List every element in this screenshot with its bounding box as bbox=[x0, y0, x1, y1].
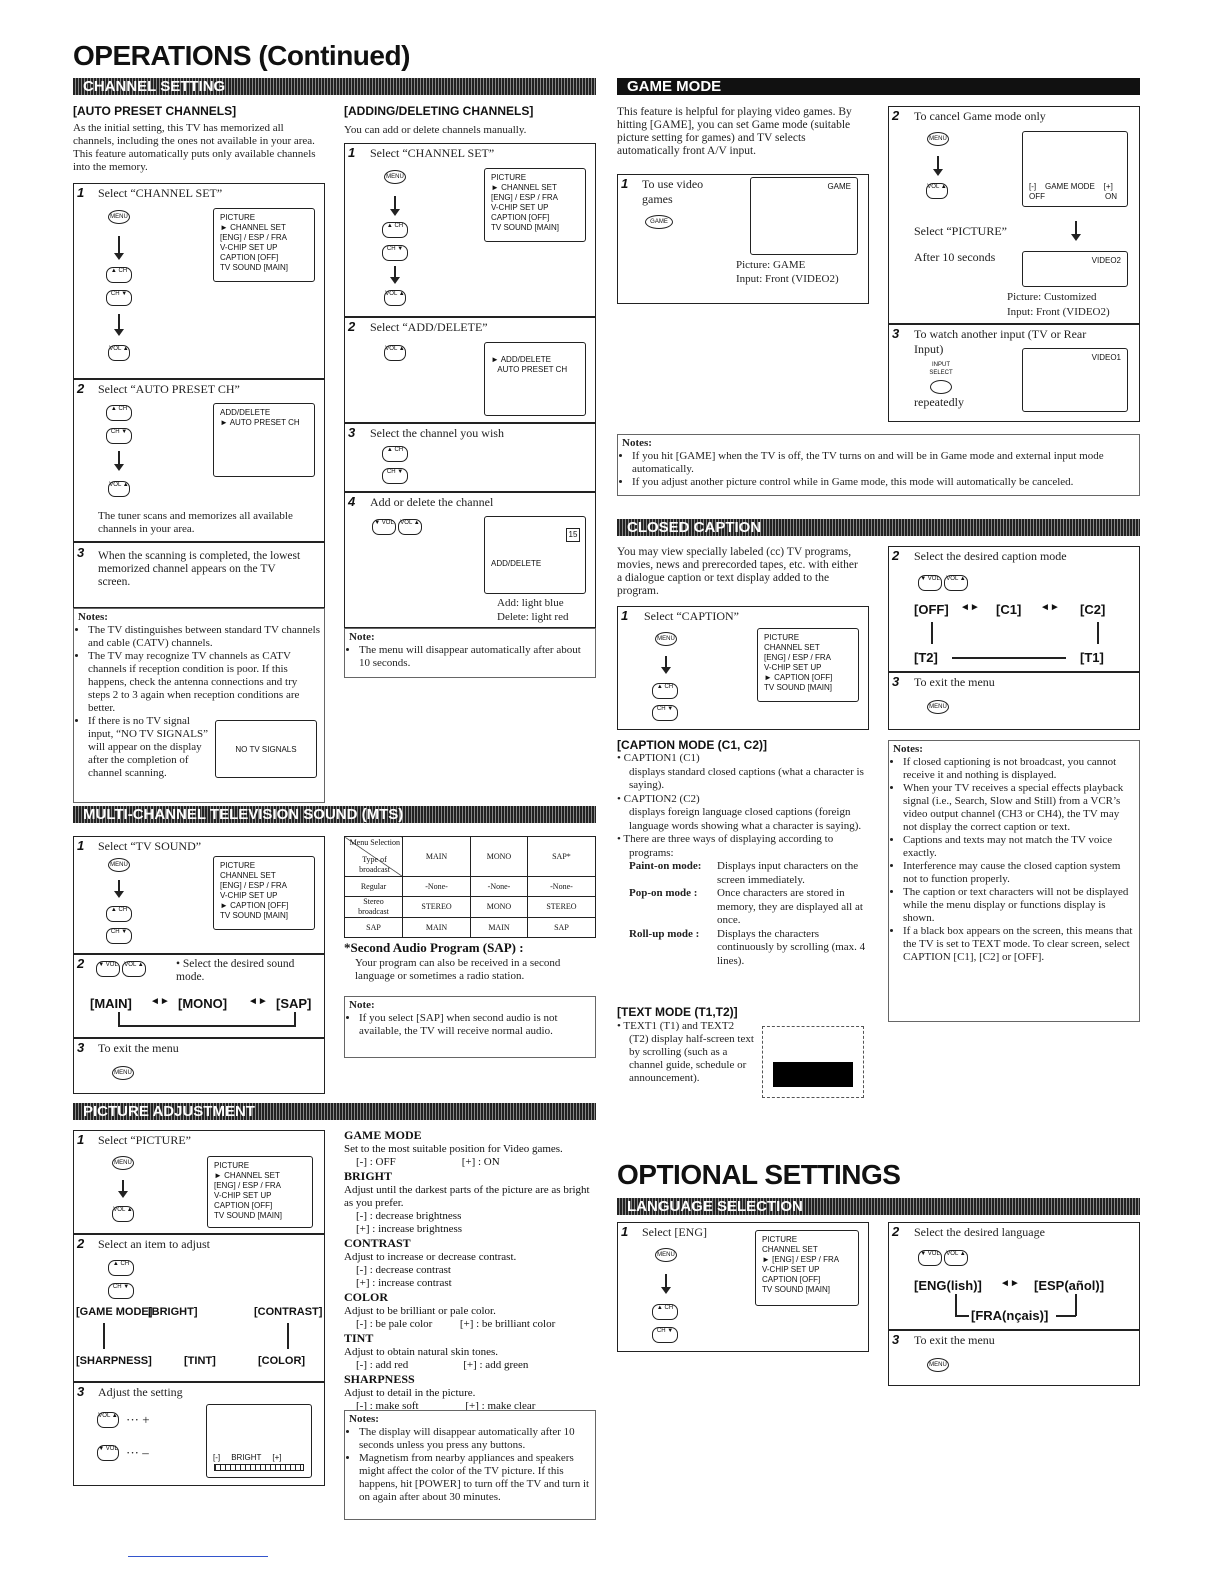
pic-item-title: SHARPNESS bbox=[344, 1372, 415, 1386]
step-number: 1 bbox=[77, 838, 85, 853]
channel-down-button[interactable]: CH ▼ bbox=[652, 1327, 678, 1343]
caption1-text: CAPTION1 (C1) bbox=[623, 752, 700, 764]
horizontal-link-line bbox=[1056, 1315, 1076, 1317]
column-header: MAIN bbox=[403, 837, 471, 877]
channel-down-button[interactable]: CH ▼ bbox=[652, 705, 678, 721]
pic-item bbox=[344, 1236, 596, 1290]
table-cell: -None- bbox=[471, 877, 528, 897]
down-arrow-icon bbox=[122, 1180, 124, 1192]
bright-screen: [-] BRIGHT [+] bbox=[206, 1404, 312, 1478]
note-item: • The display will disappear automatically after 10 seconds unless you press any buttons. bbox=[359, 1426, 591, 1452]
game-button[interactable]: GAME bbox=[645, 215, 673, 229]
section-game-mode: GAME MODE bbox=[617, 78, 1140, 95]
video2-screen: VIDEO2 bbox=[1022, 251, 1128, 287]
channel-up-button[interactable]: ▲ CH bbox=[652, 683, 678, 699]
vertical-link-line bbox=[287, 1323, 289, 1349]
bottom-rule bbox=[128, 1556, 268, 1557]
note-item: • The caption or text characters will not be displayed while the menu display or functions display is shown. bbox=[903, 886, 1135, 925]
paint-on-title: Paint-on mode: bbox=[629, 860, 702, 872]
language-french-option: [FRA(nçais)] bbox=[971, 1308, 1049, 1323]
step-number: 3 bbox=[348, 425, 356, 440]
step-number: 2 bbox=[77, 956, 85, 971]
channel-up-button[interactable]: ▲ CH bbox=[106, 267, 132, 283]
pic-color-option: [COLOR] bbox=[258, 1355, 306, 1367]
game-mode-screen: [-] GAME MODE [+] OFF ON bbox=[1022, 131, 1128, 207]
pic-item-values: [-] : decrease contrast bbox=[356, 1264, 451, 1276]
volume-down-button[interactable]: ▼ VOL bbox=[918, 1250, 942, 1266]
channel-up-button[interactable]: ▲ CH bbox=[652, 1304, 678, 1320]
step-number: 1 bbox=[621, 1224, 629, 1239]
input-select-button[interactable] bbox=[930, 380, 952, 394]
notes-title: Notes: bbox=[78, 611, 108, 623]
menu-screen: PICTURE ► CHANNEL SET [ENG] / ESP / FRA V-CHIP SET UP CAPTION [OFF] TV SOUND [MAIN] bbox=[213, 208, 315, 282]
language-english-option: [ENG(lish)] bbox=[914, 1278, 982, 1293]
note-item: • Interference may cause the closed caption system not to function properly. bbox=[903, 860, 1135, 886]
adddel-step4-text: Add or delete the channel bbox=[370, 495, 494, 509]
channel-down-button[interactable]: CH ▼ bbox=[108, 1283, 134, 1299]
select-picture-text: Select “PICTURE” bbox=[914, 224, 1007, 238]
column-header: SAP* bbox=[527, 837, 595, 877]
adddel-channel-screen: ADD/DELETE bbox=[484, 516, 586, 594]
text-mode-text: TEXT1 (T1) and TEXT2 (T2) display half-screen text by scrolling (such as a channel guide, schedule or announcement). bbox=[623, 1020, 754, 1084]
game-step3-text: To watch another input (TV or Rear Input) bbox=[914, 327, 1087, 356]
down-arrow-icon bbox=[118, 451, 120, 465]
volume-up-button[interactable]: VOL ▲ bbox=[398, 519, 422, 535]
note-item: • If a black box appears on the screen, this means that the TV is set to TEXT mode. To clear screen, select CAPTION [C1], [C2] or [OFF]. bbox=[903, 925, 1135, 964]
cc-intro: You may view specially labeled (cc) TV programs, movies, news and prerecorded tapes, etc. with either a dialogue caption or text display added to the program. bbox=[617, 546, 858, 597]
channel-down-button[interactable]: CH ▼ bbox=[106, 928, 132, 944]
three-ways-text: There are three ways of displaying according to programs: bbox=[623, 833, 834, 859]
step-number: 2 bbox=[892, 1224, 900, 1239]
roll-up-row bbox=[617, 928, 867, 969]
lang-step3-text: To exit the menu bbox=[914, 1333, 995, 1347]
sound-mono-option: [MONO] bbox=[178, 996, 228, 1011]
volume-up-button[interactable]: VOL ▲ bbox=[108, 345, 130, 361]
pop-on-title: Pop-on mode : bbox=[629, 887, 698, 899]
cc-step3-text: To exit the menu bbox=[914, 675, 995, 689]
cc-step2-text: Select the desired caption mode bbox=[914, 549, 1067, 563]
pic-item-desc: Adjust to increase or decrease contrast. bbox=[344, 1251, 517, 1263]
auto-step2-note: The tuner scans and memorizes all available channels in your area. bbox=[98, 510, 293, 535]
column-header: MONO bbox=[471, 837, 528, 877]
note-item: • Captions and texts may not match the TV voice exactly. bbox=[903, 834, 1135, 860]
down-arrow-icon bbox=[118, 236, 120, 254]
pic-item bbox=[344, 1290, 596, 1331]
adddel-note bbox=[344, 628, 596, 678]
step-number: 3 bbox=[892, 1332, 900, 1347]
step-number: 3 bbox=[892, 326, 900, 341]
step-number: 3 bbox=[77, 1040, 85, 1055]
pic-item-values: [-] : add red [+] : add green bbox=[356, 1359, 529, 1371]
pic-contrast-option: [CONTRAST] bbox=[254, 1306, 323, 1318]
caption-mode-heading: [CAPTION MODE (C1, C2)] bbox=[617, 738, 767, 752]
menu-button[interactable]: MENU bbox=[927, 700, 949, 714]
caption-c1-option: [C1] bbox=[996, 602, 1022, 617]
pic-step3-text: Adjust the setting bbox=[98, 1385, 183, 1399]
mts-step3-text: To exit the menu bbox=[98, 1041, 179, 1055]
cycle-arrow-icon: ◄► bbox=[1000, 1278, 1020, 1289]
lang-step2-text: Select the desired language bbox=[914, 1225, 1045, 1239]
game-notes bbox=[617, 434, 1140, 496]
section-channel-setting: CHANNEL SETTING bbox=[73, 78, 596, 95]
note-item: • If you adjust another picture control while in Game mode, this mode will automatically be canceled. bbox=[632, 476, 1135, 489]
caption2-label: • CAPTION2 (C2) bbox=[617, 792, 700, 805]
volume-up-button[interactable]: VOL ▲ bbox=[112, 1206, 134, 1222]
auto-step2-text: Select “AUTO PRESET CH” bbox=[98, 382, 240, 396]
volume-down-button[interactable]: ▼ VOL bbox=[97, 1445, 119, 1461]
cc-notes bbox=[888, 740, 1140, 1022]
menu-button[interactable]: MENU bbox=[655, 1248, 677, 1262]
adddel-screen: ► ADD/DELETE AUTO PRESET CH bbox=[484, 342, 586, 416]
down-arrow-icon bbox=[665, 1274, 667, 1288]
cycle-arrow-icon: ◄► bbox=[1040, 602, 1060, 613]
horizontal-link-line bbox=[952, 657, 1066, 659]
volume-down-button[interactable]: ▼ VOL bbox=[96, 961, 120, 977]
note-item: • If closed captioning is not broadcast, you cannot receive it and nothing is displayed. bbox=[903, 756, 1135, 782]
channel-down-button[interactable]: CH ▼ bbox=[382, 245, 408, 261]
pic-descriptions bbox=[344, 1128, 596, 1413]
table-cell: Stereo broadcast bbox=[345, 897, 403, 918]
pic-item-title: TINT bbox=[344, 1331, 374, 1345]
pic-item-values: [+] : increase brightness bbox=[356, 1223, 463, 1235]
auto-step3-text: When the scanning is completed, the lowest memorized channel appears on the TV screen. bbox=[98, 550, 301, 588]
language-spanish-option: [ESP(añol)] bbox=[1034, 1278, 1105, 1293]
down-arrow-icon bbox=[937, 156, 939, 170]
step-number: 2 bbox=[892, 548, 900, 563]
channel-down-button[interactable]: CH ▼ bbox=[382, 468, 408, 484]
text-mode-heading: [TEXT MODE (T1,T2)] bbox=[617, 1005, 738, 1019]
pic-item-title: GAME MODE bbox=[344, 1128, 422, 1142]
game-intro: This feature is helpful for playing video games. By hitting [GAME], you can set Game mode (suitable picture setting for games) and TV selects automatically front A/V input. bbox=[617, 106, 852, 157]
pic-menu-screen: PICTURE ► CHANNEL SET [ENG] / ESP / FRA V-CHIP SET UP CAPTION [OFF] TV SOUND [MAIN] bbox=[207, 1156, 313, 1228]
volume-up-button[interactable]: VOL ▲ bbox=[926, 183, 948, 199]
menu-screen: PICTURE ► CHANNEL SET [ENG] / ESP / FRA V-CHIP SET UP CAPTION [OFF] TV SOUND [MAIN] bbox=[484, 168, 586, 242]
pic-item-values: [-] : make soft [+] : make clear bbox=[356, 1400, 536, 1412]
table-cell: Regular bbox=[345, 877, 403, 897]
table-cell: STEREO bbox=[403, 897, 471, 918]
sap-body: Your program can also be received in a second language or sometimes a radio station. bbox=[355, 957, 561, 982]
section-closed-caption: CLOSED CAPTION bbox=[617, 519, 1140, 536]
step-number: 1 bbox=[77, 185, 85, 200]
down-arrow-icon bbox=[394, 266, 396, 278]
down-arrow-icon bbox=[394, 196, 396, 210]
channel-down-button[interactable]: CH ▼ bbox=[106, 428, 132, 444]
caption2-text: CAPTION2 (C2) bbox=[623, 792, 700, 805]
mts-menu-screen: PICTURE CHANNEL SET [ENG] / ESP / FRA V-CHIP SET UP ► CAPTION [OFF] TV SOUND [MAIN] bbox=[213, 856, 315, 930]
adddel-step3-text: Select the channel you wish bbox=[370, 426, 504, 440]
step-number: 2 bbox=[77, 381, 85, 396]
caption-t1-option: [T1] bbox=[1080, 650, 1104, 665]
text-mode-desc: • TEXT1 (T1) and TEXT2 (T2) display half-screen text by scrolling (such as a channel guide, schedule or announcement). bbox=[617, 1020, 754, 1084]
cycle-arrow-icon: ◄► bbox=[248, 996, 268, 1007]
mts-table bbox=[344, 836, 596, 938]
volume-up-button[interactable]: VOL ▲ bbox=[122, 961, 146, 977]
corner-top-label: Menu Selection bbox=[349, 838, 400, 847]
pic-step1-text: Select “PICTURE” bbox=[98, 1133, 191, 1147]
caption1-desc: displays standard closed captions (what a character is saying). bbox=[629, 765, 864, 791]
adddel-step1-text: Select “CHANNEL SET” bbox=[370, 146, 495, 160]
notes-title: Notes: bbox=[622, 437, 652, 449]
channel-up-button[interactable]: ▲ CH bbox=[382, 222, 408, 238]
pop-on-row bbox=[617, 887, 867, 928]
adddel-intro: You can add or delete channels manually. bbox=[344, 124, 527, 136]
channel-up-button[interactable]: ▲ CH bbox=[106, 405, 132, 421]
pic-step2-text: Select an item to adjust bbox=[98, 1237, 210, 1251]
step-number: 3 bbox=[892, 674, 900, 689]
roll-up-title: Roll-up mode : bbox=[629, 927, 700, 940]
roll-up-desc: Displays the characters continuously by scrolling (max. 4 lines). bbox=[717, 927, 866, 967]
volume-down-button[interactable]: ▼ VOL bbox=[918, 575, 942, 591]
lang-step1-text: Select [ENG] bbox=[642, 1225, 707, 1239]
language-menu-screen: PICTURE CHANNEL SET ► [ENG] / ESP / FRA V-CHIP SET UP CAPTION [OFF] TV SOUND [MAIN] bbox=[755, 1230, 859, 1306]
volume-up-button[interactable]: VOL ▲ bbox=[384, 345, 406, 361]
caption-c2-option: [C2] bbox=[1080, 602, 1106, 617]
bright-level-bar bbox=[214, 1464, 304, 1471]
caption1-label: • CAPTION1 (C1) bbox=[617, 752, 700, 764]
step-number: 1 bbox=[621, 608, 629, 623]
minus-label: ··· – bbox=[126, 1445, 149, 1460]
add-color-label: Add: light blue bbox=[497, 597, 564, 609]
step-number: 3 bbox=[77, 545, 85, 560]
pic-item bbox=[344, 1372, 596, 1413]
after-seconds-text: After 10 seconds bbox=[914, 250, 996, 264]
step-number: 1 bbox=[621, 176, 629, 191]
volume-down-button[interactable]: ▼ VOL bbox=[372, 519, 396, 535]
down-arrow-icon bbox=[118, 880, 120, 892]
menu-button[interactable]: MENU bbox=[655, 632, 677, 646]
table-cell: MAIN bbox=[471, 918, 528, 938]
game-step1-text: To use video games bbox=[642, 177, 704, 206]
table-cell: STEREO bbox=[527, 897, 595, 918]
front-input-label: Input: Front (VIDEO2) bbox=[1007, 306, 1110, 318]
volume-up-button[interactable]: VOL ▲ bbox=[384, 290, 406, 306]
down-arrow-icon bbox=[665, 656, 667, 668]
mts-table-corner bbox=[345, 837, 403, 877]
notes-title: Notes: bbox=[893, 743, 923, 755]
step-number: 3 bbox=[77, 1384, 85, 1399]
vertical-link-line bbox=[1097, 622, 1099, 644]
step-number: 1 bbox=[348, 145, 356, 160]
pop-on-desc: Once characters are stored in memory, they are displayed all at once. bbox=[717, 887, 863, 926]
pic-tint-option: [TINT] bbox=[184, 1355, 216, 1367]
channel-up-button[interactable]: ▲ CH bbox=[108, 1260, 134, 1276]
pic-item-values: [-] : be pale color [+] : be brilliant color bbox=[356, 1318, 556, 1330]
menu-button[interactable]: MENU bbox=[108, 210, 130, 224]
corner-bottom-label: Type of broadcast bbox=[359, 855, 390, 874]
table-cell: -None- bbox=[527, 877, 595, 897]
volume-up-button[interactable]: VOL ▲ bbox=[944, 575, 968, 591]
pic-item-desc: Set to the most suitable position for Video games. bbox=[344, 1143, 563, 1155]
step-number: 4 bbox=[348, 494, 356, 509]
channel-up-button[interactable]: ▲ CH bbox=[382, 446, 408, 462]
three-ways: • There are three ways of displaying according to programs: bbox=[617, 833, 834, 859]
pic-item-values: [-] : OFF [+] : ON bbox=[356, 1156, 500, 1168]
vertical-link-line bbox=[1075, 1294, 1077, 1316]
adddel-heading: [ADDING/DELETING CHANNELS] bbox=[344, 104, 534, 118]
mts-step1-text: Select “TV SOUND” bbox=[98, 839, 202, 853]
horizontal-link-line bbox=[955, 1315, 969, 1317]
menu-button[interactable]: MENU bbox=[108, 858, 130, 872]
auto-step1-text: Select “CHANNEL SET” bbox=[98, 186, 223, 200]
vertical-link-line bbox=[955, 1294, 957, 1316]
game-screen: GAME bbox=[750, 177, 858, 255]
cycle-arrow-icon: ◄► bbox=[960, 602, 980, 613]
pic-game-mode-option: [GAME MODE] bbox=[76, 1306, 153, 1318]
pic-notes bbox=[344, 1410, 596, 1520]
vertical-link-line bbox=[103, 1323, 105, 1349]
pic-item-desc: Adjust to obtain natural skin tones. bbox=[344, 1346, 498, 1358]
cycle-arrow-icon: ◄► bbox=[150, 996, 170, 1007]
caption2-desc: displays foreign language closed captions (foreign language words showing what a character is saying). bbox=[629, 806, 862, 832]
down-arrow-icon bbox=[1075, 221, 1077, 235]
channel-up-button[interactable]: ▲ CH bbox=[106, 906, 132, 922]
game-step2-text: To cancel Game mode only bbox=[914, 109, 1046, 123]
caption-mode-list bbox=[617, 752, 867, 968]
note-item: • When your TV receives a special effects playback signal (i.e., Search, Slow and Still) from a VCR’s video output channel (CH3 or CH4), the TV may not display the correct caption or text. bbox=[903, 782, 1135, 834]
note-item: • Magnetism from nearby appliances and speakers might affect the color of the TV picture. If this happens, hit [POWER] to turn off the TV and turn it on again after about 30 minutes. bbox=[359, 1452, 591, 1504]
optional-title: OPTIONAL SETTINGS bbox=[617, 1159, 901, 1190]
channel-number-box: 15 bbox=[566, 528, 580, 542]
black-text-box bbox=[773, 1062, 853, 1087]
pic-item-values: [+] : increase contrast bbox=[356, 1277, 452, 1289]
menu-button[interactable]: MENU bbox=[112, 1156, 134, 1170]
section-mts: MULTI-CHANNEL TELEVISION SOUND (MTS) bbox=[73, 806, 596, 823]
caption-off-option: [OFF] bbox=[914, 602, 949, 617]
volume-up-button[interactable]: VOL ▲ bbox=[944, 1250, 968, 1266]
menu-button[interactable]: MENU bbox=[384, 170, 406, 184]
volume-up-button[interactable]: VOL ▲ bbox=[108, 481, 130, 497]
sap-title: *Second Audio Program (SAP) : bbox=[344, 940, 524, 955]
table-cell: SAP bbox=[527, 918, 595, 938]
page-title: OPERATIONS (Continued) bbox=[73, 40, 410, 71]
mts-note bbox=[344, 996, 596, 1058]
down-arrow-icon bbox=[118, 314, 120, 330]
table-cell: MONO bbox=[471, 897, 528, 918]
pic-item bbox=[344, 1169, 596, 1236]
section-language-selection: LANGUAGE SELECTION bbox=[617, 1198, 1140, 1215]
table-cell: -None- bbox=[403, 877, 471, 897]
plus-label: ··· + bbox=[126, 1412, 150, 1427]
repeatedly-text: repeatedly bbox=[914, 395, 964, 409]
auto-preset-screen: ADD/DELETE ► AUTO PRESET CH bbox=[213, 403, 315, 477]
vertical-link-line bbox=[931, 622, 933, 644]
cycle-return-line bbox=[118, 1012, 296, 1027]
pic-item-title: CONTRAST bbox=[344, 1236, 411, 1250]
caption-t2-option: [T2] bbox=[914, 650, 938, 665]
menu-button[interactable]: MENU bbox=[927, 132, 949, 146]
step-number: 2 bbox=[77, 1236, 85, 1251]
note-title: Note: bbox=[349, 631, 375, 643]
game-picture-label: Picture: GAME bbox=[736, 259, 806, 271]
channel-down-button[interactable]: CH ▼ bbox=[106, 290, 132, 306]
step-number: 2 bbox=[348, 319, 356, 334]
pic-item bbox=[344, 1128, 596, 1169]
auto-preset-heading: [AUTO PRESET CHANNELS] bbox=[73, 104, 237, 118]
auto-preset-intro: As the initial setting, this TV has memorized all channels, including the ones not available in your area. This feature automatically puts only available channels into the memory. bbox=[73, 122, 316, 173]
pic-sharpness-option: [SHARPNESS] bbox=[76, 1355, 152, 1367]
note-item: • The menu will disappear automatically after about 10 seconds. bbox=[359, 644, 591, 670]
paint-on-row bbox=[617, 860, 867, 887]
note-item: • If there is no TV signal input, “NO TV SIGNALS” will appear on the display after the completion of channel scanning. bbox=[88, 715, 213, 780]
step-number: 1 bbox=[77, 1132, 85, 1147]
note-item: • If you select [SAP] when second audio is not available, the TV will receive normal audio. bbox=[359, 1012, 591, 1038]
delete-color-label: Delete: light red bbox=[497, 611, 569, 623]
volume-up-button[interactable]: VOL ▲ bbox=[97, 1412, 119, 1428]
sound-sap-option: [SAP] bbox=[276, 996, 312, 1011]
caption-menu-screen: PICTURE CHANNEL SET [ENG] / ESP / FRA V-CHIP SET UP ► CAPTION [OFF] TV SOUND [MAIN] bbox=[757, 628, 859, 702]
pic-bright-option: [BRIGHT] bbox=[148, 1306, 198, 1318]
input-select-label: INPUT SELECT bbox=[929, 362, 953, 376]
section-picture-adjustment: PICTURE ADJUSTMENT bbox=[73, 1103, 596, 1120]
pic-item-title: COLOR bbox=[344, 1290, 389, 1304]
note-item: • The TV distinguishes between standard TV channels and cable (CATV) channels. bbox=[88, 624, 320, 650]
step-number: 2 bbox=[892, 108, 900, 123]
table-cell: MAIN bbox=[403, 918, 471, 938]
menu-button[interactable]: MENU bbox=[112, 1066, 134, 1080]
note-item: • If you hit [GAME] when the TV is off, the TV turns on and will be in Game mode and external input mode automatically. bbox=[632, 450, 1135, 476]
no-signal-screen: NO TV SIGNALS bbox=[215, 720, 317, 778]
note-item: • The TV may recognize TV channels as CATV channels if reception condition is poor. If this happens, check the antenna connections and try steps 2 to 3 again when reception conditions are better. bbox=[88, 650, 320, 715]
pic-item-values: [-] : decrease brightness bbox=[356, 1210, 462, 1222]
sound-main-option: [MAIN] bbox=[90, 996, 132, 1011]
adddel-step2-text: Select “ADD/DELETE” bbox=[370, 320, 488, 334]
video1-screen: VIDEO1 bbox=[1022, 348, 1128, 412]
note-title: Note: bbox=[349, 999, 375, 1011]
paint-on-desc: Displays input characters on the screen immediately. bbox=[717, 860, 859, 886]
game-input-label: Input: Front (VIDEO2) bbox=[736, 273, 839, 285]
custom-picture-label: Picture: Customized bbox=[1007, 291, 1097, 303]
notes-title: Notes: bbox=[349, 1413, 379, 1425]
pic-item-desc: Adjust to be brilliant or pale color. bbox=[344, 1305, 496, 1317]
pic-item-desc: Adjust to detail in the picture. bbox=[344, 1387, 476, 1399]
menu-button[interactable]: MENU bbox=[927, 1358, 949, 1372]
cc-step1-text: Select “CAPTION” bbox=[644, 609, 739, 623]
mts-step2-text: • Select the desired sound mode. bbox=[176, 958, 295, 983]
pic-item bbox=[344, 1331, 596, 1372]
pic-item-title: BRIGHT bbox=[344, 1169, 393, 1183]
table-cell: SAP bbox=[345, 918, 403, 938]
pic-item-desc: Adjust until the darkest parts of the picture are as bright as you prefer. bbox=[344, 1184, 590, 1209]
